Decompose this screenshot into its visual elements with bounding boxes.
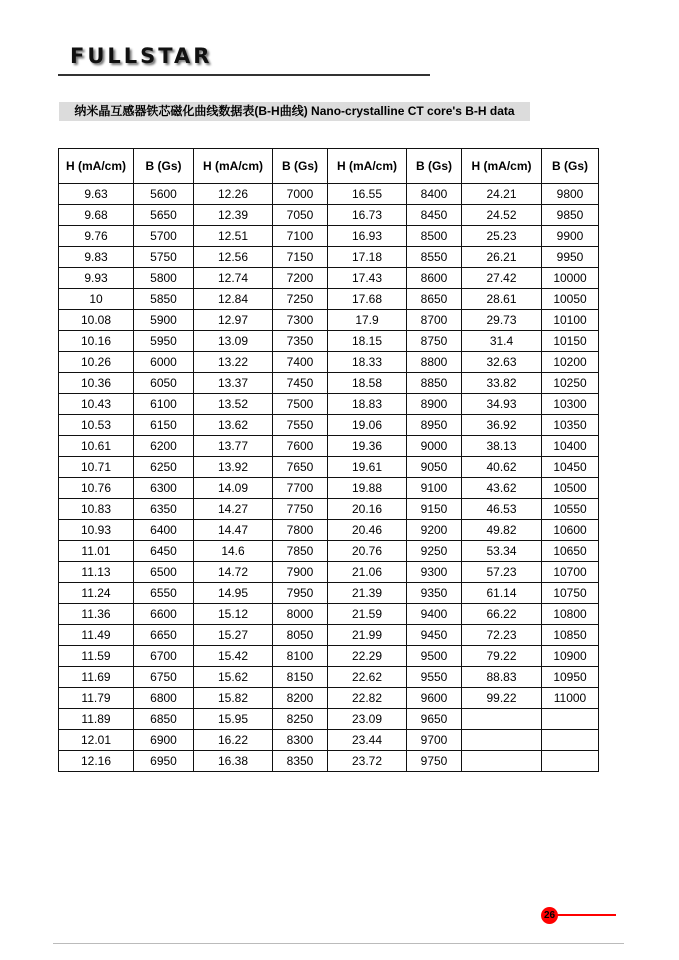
h-value-cell: 88.83 — [462, 667, 542, 688]
b-value-cell: 9100 — [407, 478, 462, 499]
b-value-cell: 8050 — [273, 625, 328, 646]
h-value-cell: 19.88 — [328, 478, 407, 499]
b-value-cell — [542, 709, 599, 730]
b-value-cell: 8400 — [407, 184, 462, 205]
b-value-cell: 7350 — [273, 331, 328, 352]
b-value-cell: 10950 — [542, 667, 599, 688]
h-value-cell: 17.68 — [328, 289, 407, 310]
h-value-cell: 20.16 — [328, 499, 407, 520]
h-value-cell: 61.14 — [462, 583, 542, 604]
table-header-row — [59, 149, 599, 184]
h-value-cell: 99.22 — [462, 688, 542, 709]
h-value-cell: 14.09 — [194, 478, 273, 499]
h-value-cell: 12.51 — [194, 226, 273, 247]
h-value-cell: 53.34 — [462, 541, 542, 562]
h-value-cell: 18.15 — [328, 331, 407, 352]
h-value-cell: 15.42 — [194, 646, 273, 667]
table-row — [59, 646, 599, 667]
h-value-cell: 23.09 — [328, 709, 407, 730]
b-value-cell: 5750 — [134, 247, 194, 268]
h-value-cell: 19.06 — [328, 415, 407, 436]
h-value-cell: 14.95 — [194, 583, 273, 604]
h-value-cell: 27.42 — [462, 268, 542, 289]
b-value-cell: 7150 — [273, 247, 328, 268]
b-value-cell: 9800 — [542, 184, 599, 205]
h-value-cell: 28.61 — [462, 289, 542, 310]
b-value-cell: 9900 — [542, 226, 599, 247]
bh-data-table — [58, 148, 599, 772]
table-row — [59, 457, 599, 478]
table-row — [59, 541, 599, 562]
b-value-cell: 9000 — [407, 436, 462, 457]
h-value-cell — [462, 730, 542, 751]
h-value-cell: 15.27 — [194, 625, 273, 646]
table-row — [59, 289, 599, 310]
b-value-cell: 6400 — [134, 520, 194, 541]
page-number-line — [556, 914, 616, 916]
h-value-cell: 40.62 — [462, 457, 542, 478]
h-value-cell: 9.63 — [59, 184, 134, 205]
table-row — [59, 604, 599, 625]
b-value-cell: 8350 — [273, 751, 328, 772]
b-value-cell: 10400 — [542, 436, 599, 457]
b-value-cell: 7500 — [273, 394, 328, 415]
b-value-cell: 10000 — [542, 268, 599, 289]
b-value-cell: 6850 — [134, 709, 194, 730]
h-value-cell: 12.26 — [194, 184, 273, 205]
b-value-cell: 7800 — [273, 520, 328, 541]
h-value-cell: 19.61 — [328, 457, 407, 478]
h-value-cell: 22.29 — [328, 646, 407, 667]
h-value-cell: 12.16 — [59, 751, 134, 772]
b-value-cell: 5850 — [134, 289, 194, 310]
h-value-cell: 57.23 — [462, 562, 542, 583]
h-value-cell: 9.76 — [59, 226, 134, 247]
b-value-cell: 10900 — [542, 646, 599, 667]
h-value-cell: 79.22 — [462, 646, 542, 667]
b-value-cell: 10500 — [542, 478, 599, 499]
h-value-cell: 23.72 — [328, 751, 407, 772]
h-value-cell: 11.69 — [59, 667, 134, 688]
b-value-cell: 7650 — [273, 457, 328, 478]
b-value-cell: 10100 — [542, 310, 599, 331]
h-value-cell: 18.83 — [328, 394, 407, 415]
h-value-cell: 15.82 — [194, 688, 273, 709]
h-value-cell: 14.6 — [194, 541, 273, 562]
h-value-cell: 36.92 — [462, 415, 542, 436]
h-value-cell: 10.83 — [59, 499, 134, 520]
b-value-cell: 8550 — [407, 247, 462, 268]
h-value-cell: 17.43 — [328, 268, 407, 289]
table-row — [59, 331, 599, 352]
h-value-cell: 10.16 — [59, 331, 134, 352]
b-value-cell: 5700 — [134, 226, 194, 247]
b-value-cell: 9400 — [407, 604, 462, 625]
column-header: B (Gs) — [407, 149, 462, 184]
fullstar-logo: FULLSTAR — [70, 44, 213, 68]
b-value-cell: 6000 — [134, 352, 194, 373]
h-value-cell: 15.95 — [194, 709, 273, 730]
column-header: H (mA/cm) — [194, 149, 273, 184]
b-value-cell: 7950 — [273, 583, 328, 604]
b-value-cell: 7600 — [273, 436, 328, 457]
b-value-cell: 6600 — [134, 604, 194, 625]
h-value-cell: 12.56 — [194, 247, 273, 268]
h-value-cell: 25.23 — [462, 226, 542, 247]
h-value-cell: 21.39 — [328, 583, 407, 604]
h-value-cell: 11.49 — [59, 625, 134, 646]
h-value-cell: 32.63 — [462, 352, 542, 373]
table-row — [59, 625, 599, 646]
h-value-cell: 21.99 — [328, 625, 407, 646]
h-value-cell: 11.36 — [59, 604, 134, 625]
h-value-cell: 10.53 — [59, 415, 134, 436]
b-value-cell: 10250 — [542, 373, 599, 394]
b-value-cell: 8500 — [407, 226, 462, 247]
b-value-cell — [542, 751, 599, 772]
b-value-cell: 10050 — [542, 289, 599, 310]
h-value-cell: 15.12 — [194, 604, 273, 625]
column-header: H (mA/cm) — [59, 149, 134, 184]
column-header: H (mA/cm) — [328, 149, 407, 184]
b-value-cell: 8450 — [407, 205, 462, 226]
column-header: B (Gs) — [134, 149, 194, 184]
table-row — [59, 184, 599, 205]
h-value-cell: 16.22 — [194, 730, 273, 751]
b-value-cell: 6100 — [134, 394, 194, 415]
b-value-cell: 8200 — [273, 688, 328, 709]
h-value-cell: 49.82 — [462, 520, 542, 541]
h-value-cell: 72.23 — [462, 625, 542, 646]
table-row — [59, 394, 599, 415]
b-value-cell: 7050 — [273, 205, 328, 226]
h-value-cell: 23.44 — [328, 730, 407, 751]
table-row — [59, 751, 599, 772]
h-value-cell: 24.52 — [462, 205, 542, 226]
h-value-cell: 20.46 — [328, 520, 407, 541]
h-value-cell: 16.73 — [328, 205, 407, 226]
h-value-cell: 26.21 — [462, 247, 542, 268]
b-value-cell: 10300 — [542, 394, 599, 415]
h-value-cell: 12.39 — [194, 205, 273, 226]
b-value-cell: 5950 — [134, 331, 194, 352]
b-value-cell: 9050 — [407, 457, 462, 478]
b-value-cell: 7450 — [273, 373, 328, 394]
b-value-cell: 10450 — [542, 457, 599, 478]
h-value-cell: 12.01 — [59, 730, 134, 751]
h-value-cell: 13.92 — [194, 457, 273, 478]
h-value-cell: 29.73 — [462, 310, 542, 331]
h-value-cell: 9.83 — [59, 247, 134, 268]
h-value-cell: 31.4 — [462, 331, 542, 352]
h-value-cell: 14.47 — [194, 520, 273, 541]
table-row — [59, 688, 599, 709]
h-value-cell: 13.52 — [194, 394, 273, 415]
h-value-cell: 22.62 — [328, 667, 407, 688]
table-row — [59, 478, 599, 499]
b-value-cell: 8950 — [407, 415, 462, 436]
h-value-cell: 18.58 — [328, 373, 407, 394]
h-value-cell: 22.82 — [328, 688, 407, 709]
h-value-cell: 10.43 — [59, 394, 134, 415]
table-row — [59, 352, 599, 373]
b-value-cell — [542, 730, 599, 751]
h-value-cell: 12.84 — [194, 289, 273, 310]
h-value-cell: 10.26 — [59, 352, 134, 373]
h-value-cell — [462, 709, 542, 730]
b-value-cell: 6200 — [134, 436, 194, 457]
h-value-cell: 38.13 — [462, 436, 542, 457]
h-value-cell: 13.62 — [194, 415, 273, 436]
b-value-cell: 8600 — [407, 268, 462, 289]
h-value-cell: 11.01 — [59, 541, 134, 562]
table-row — [59, 562, 599, 583]
b-value-cell: 6800 — [134, 688, 194, 709]
b-value-cell: 6150 — [134, 415, 194, 436]
b-value-cell: 8850 — [407, 373, 462, 394]
h-value-cell: 33.82 — [462, 373, 542, 394]
h-value-cell: 16.38 — [194, 751, 273, 772]
b-value-cell: 9550 — [407, 667, 462, 688]
b-value-cell: 6350 — [134, 499, 194, 520]
h-value-cell: 12.97 — [194, 310, 273, 331]
h-value-cell: 20.76 — [328, 541, 407, 562]
table-row — [59, 226, 599, 247]
b-value-cell: 9750 — [407, 751, 462, 772]
footer-divider — [53, 943, 624, 944]
table-row — [59, 436, 599, 457]
b-value-cell: 9200 — [407, 520, 462, 541]
b-value-cell: 6950 — [134, 751, 194, 772]
b-value-cell: 5600 — [134, 184, 194, 205]
h-value-cell: 14.27 — [194, 499, 273, 520]
h-value-cell: 34.93 — [462, 394, 542, 415]
b-value-cell: 7100 — [273, 226, 328, 247]
b-value-cell: 9950 — [542, 247, 599, 268]
b-value-cell: 7000 — [273, 184, 328, 205]
table-row — [59, 310, 599, 331]
b-value-cell: 9450 — [407, 625, 462, 646]
b-value-cell: 10600 — [542, 520, 599, 541]
h-value-cell: 14.72 — [194, 562, 273, 583]
b-value-cell: 11000 — [542, 688, 599, 709]
b-value-cell: 10850 — [542, 625, 599, 646]
b-value-cell: 7700 — [273, 478, 328, 499]
h-value-cell: 21.59 — [328, 604, 407, 625]
b-value-cell: 6550 — [134, 583, 194, 604]
b-value-cell: 8150 — [273, 667, 328, 688]
b-value-cell: 10750 — [542, 583, 599, 604]
table-row — [59, 247, 599, 268]
b-value-cell: 9600 — [407, 688, 462, 709]
b-value-cell: 7200 — [273, 268, 328, 289]
h-value-cell: 10.93 — [59, 520, 134, 541]
b-value-cell: 9850 — [542, 205, 599, 226]
b-value-cell: 9700 — [407, 730, 462, 751]
b-value-cell: 6300 — [134, 478, 194, 499]
b-value-cell: 10700 — [542, 562, 599, 583]
b-value-cell: 7300 — [273, 310, 328, 331]
h-value-cell: 11.59 — [59, 646, 134, 667]
b-value-cell: 10200 — [542, 352, 599, 373]
b-value-cell: 7850 — [273, 541, 328, 562]
h-value-cell: 21.06 — [328, 562, 407, 583]
b-value-cell: 10800 — [542, 604, 599, 625]
h-value-cell: 10.76 — [59, 478, 134, 499]
b-value-cell: 5800 — [134, 268, 194, 289]
h-value-cell: 13.22 — [194, 352, 273, 373]
column-header: B (Gs) — [542, 149, 599, 184]
b-value-cell: 8700 — [407, 310, 462, 331]
b-value-cell: 8300 — [273, 730, 328, 751]
h-value-cell: 16.55 — [328, 184, 407, 205]
b-value-cell: 9500 — [407, 646, 462, 667]
b-value-cell: 8650 — [407, 289, 462, 310]
h-value-cell: 10.08 — [59, 310, 134, 331]
b-value-cell: 7750 — [273, 499, 328, 520]
h-value-cell: 12.74 — [194, 268, 273, 289]
h-value-cell: 43.62 — [462, 478, 542, 499]
b-value-cell: 8100 — [273, 646, 328, 667]
table-row — [59, 520, 599, 541]
h-value-cell: 66.22 — [462, 604, 542, 625]
b-value-cell: 10650 — [542, 541, 599, 562]
b-value-cell: 10350 — [542, 415, 599, 436]
b-value-cell: 7900 — [273, 562, 328, 583]
h-value-cell: 10 — [59, 289, 134, 310]
h-value-cell: 10.71 — [59, 457, 134, 478]
b-value-cell: 8800 — [407, 352, 462, 373]
b-value-cell: 5900 — [134, 310, 194, 331]
b-value-cell: 6250 — [134, 457, 194, 478]
page-number-badge: 26 — [541, 907, 558, 924]
h-value-cell: 9.93 — [59, 268, 134, 289]
b-value-cell: 10550 — [542, 499, 599, 520]
b-value-cell: 8900 — [407, 394, 462, 415]
b-value-cell: 6050 — [134, 373, 194, 394]
b-value-cell: 7400 — [273, 352, 328, 373]
table-row — [59, 205, 599, 226]
h-value-cell: 11.79 — [59, 688, 134, 709]
table-row — [59, 730, 599, 751]
h-value-cell: 13.37 — [194, 373, 273, 394]
h-value-cell: 15.62 — [194, 667, 273, 688]
b-value-cell: 9650 — [407, 709, 462, 730]
b-value-cell: 9300 — [407, 562, 462, 583]
b-value-cell: 9150 — [407, 499, 462, 520]
b-value-cell: 6700 — [134, 646, 194, 667]
b-value-cell: 9350 — [407, 583, 462, 604]
h-value-cell: 17.18 — [328, 247, 407, 268]
h-value-cell: 13.09 — [194, 331, 273, 352]
table-title: 纳米晶互感器铁芯磁化曲线数据表(B-H曲线) Nano-crystalline CT core's B-H data — [59, 102, 530, 121]
b-value-cell: 7550 — [273, 415, 328, 436]
h-value-cell: 11.89 — [59, 709, 134, 730]
h-value-cell: 13.77 — [194, 436, 273, 457]
table-row — [59, 709, 599, 730]
h-value-cell: 9.68 — [59, 205, 134, 226]
table-row — [59, 268, 599, 289]
b-value-cell: 5650 — [134, 205, 194, 226]
table-row — [59, 583, 599, 604]
h-value-cell: 11.24 — [59, 583, 134, 604]
h-value-cell: 24.21 — [462, 184, 542, 205]
b-value-cell: 8750 — [407, 331, 462, 352]
h-value-cell: 11.13 — [59, 562, 134, 583]
table-row — [59, 667, 599, 688]
h-value-cell: 17.9 — [328, 310, 407, 331]
b-value-cell: 6750 — [134, 667, 194, 688]
column-header: B (Gs) — [273, 149, 328, 184]
b-value-cell: 6500 — [134, 562, 194, 583]
b-value-cell: 9250 — [407, 541, 462, 562]
table-row — [59, 499, 599, 520]
b-value-cell: 10150 — [542, 331, 599, 352]
b-value-cell: 8250 — [273, 709, 328, 730]
b-value-cell: 8000 — [273, 604, 328, 625]
h-value-cell: 19.36 — [328, 436, 407, 457]
table-row — [59, 373, 599, 394]
h-value-cell: 10.36 — [59, 373, 134, 394]
table-row — [59, 415, 599, 436]
b-value-cell: 6900 — [134, 730, 194, 751]
header-divider — [58, 74, 430, 76]
h-value-cell: 18.33 — [328, 352, 407, 373]
h-value-cell: 46.53 — [462, 499, 542, 520]
h-value-cell: 10.61 — [59, 436, 134, 457]
column-header: H (mA/cm) — [462, 149, 542, 184]
h-value-cell — [462, 751, 542, 772]
b-value-cell: 6450 — [134, 541, 194, 562]
b-value-cell: 7250 — [273, 289, 328, 310]
h-value-cell: 16.93 — [328, 226, 407, 247]
b-value-cell: 6650 — [134, 625, 194, 646]
